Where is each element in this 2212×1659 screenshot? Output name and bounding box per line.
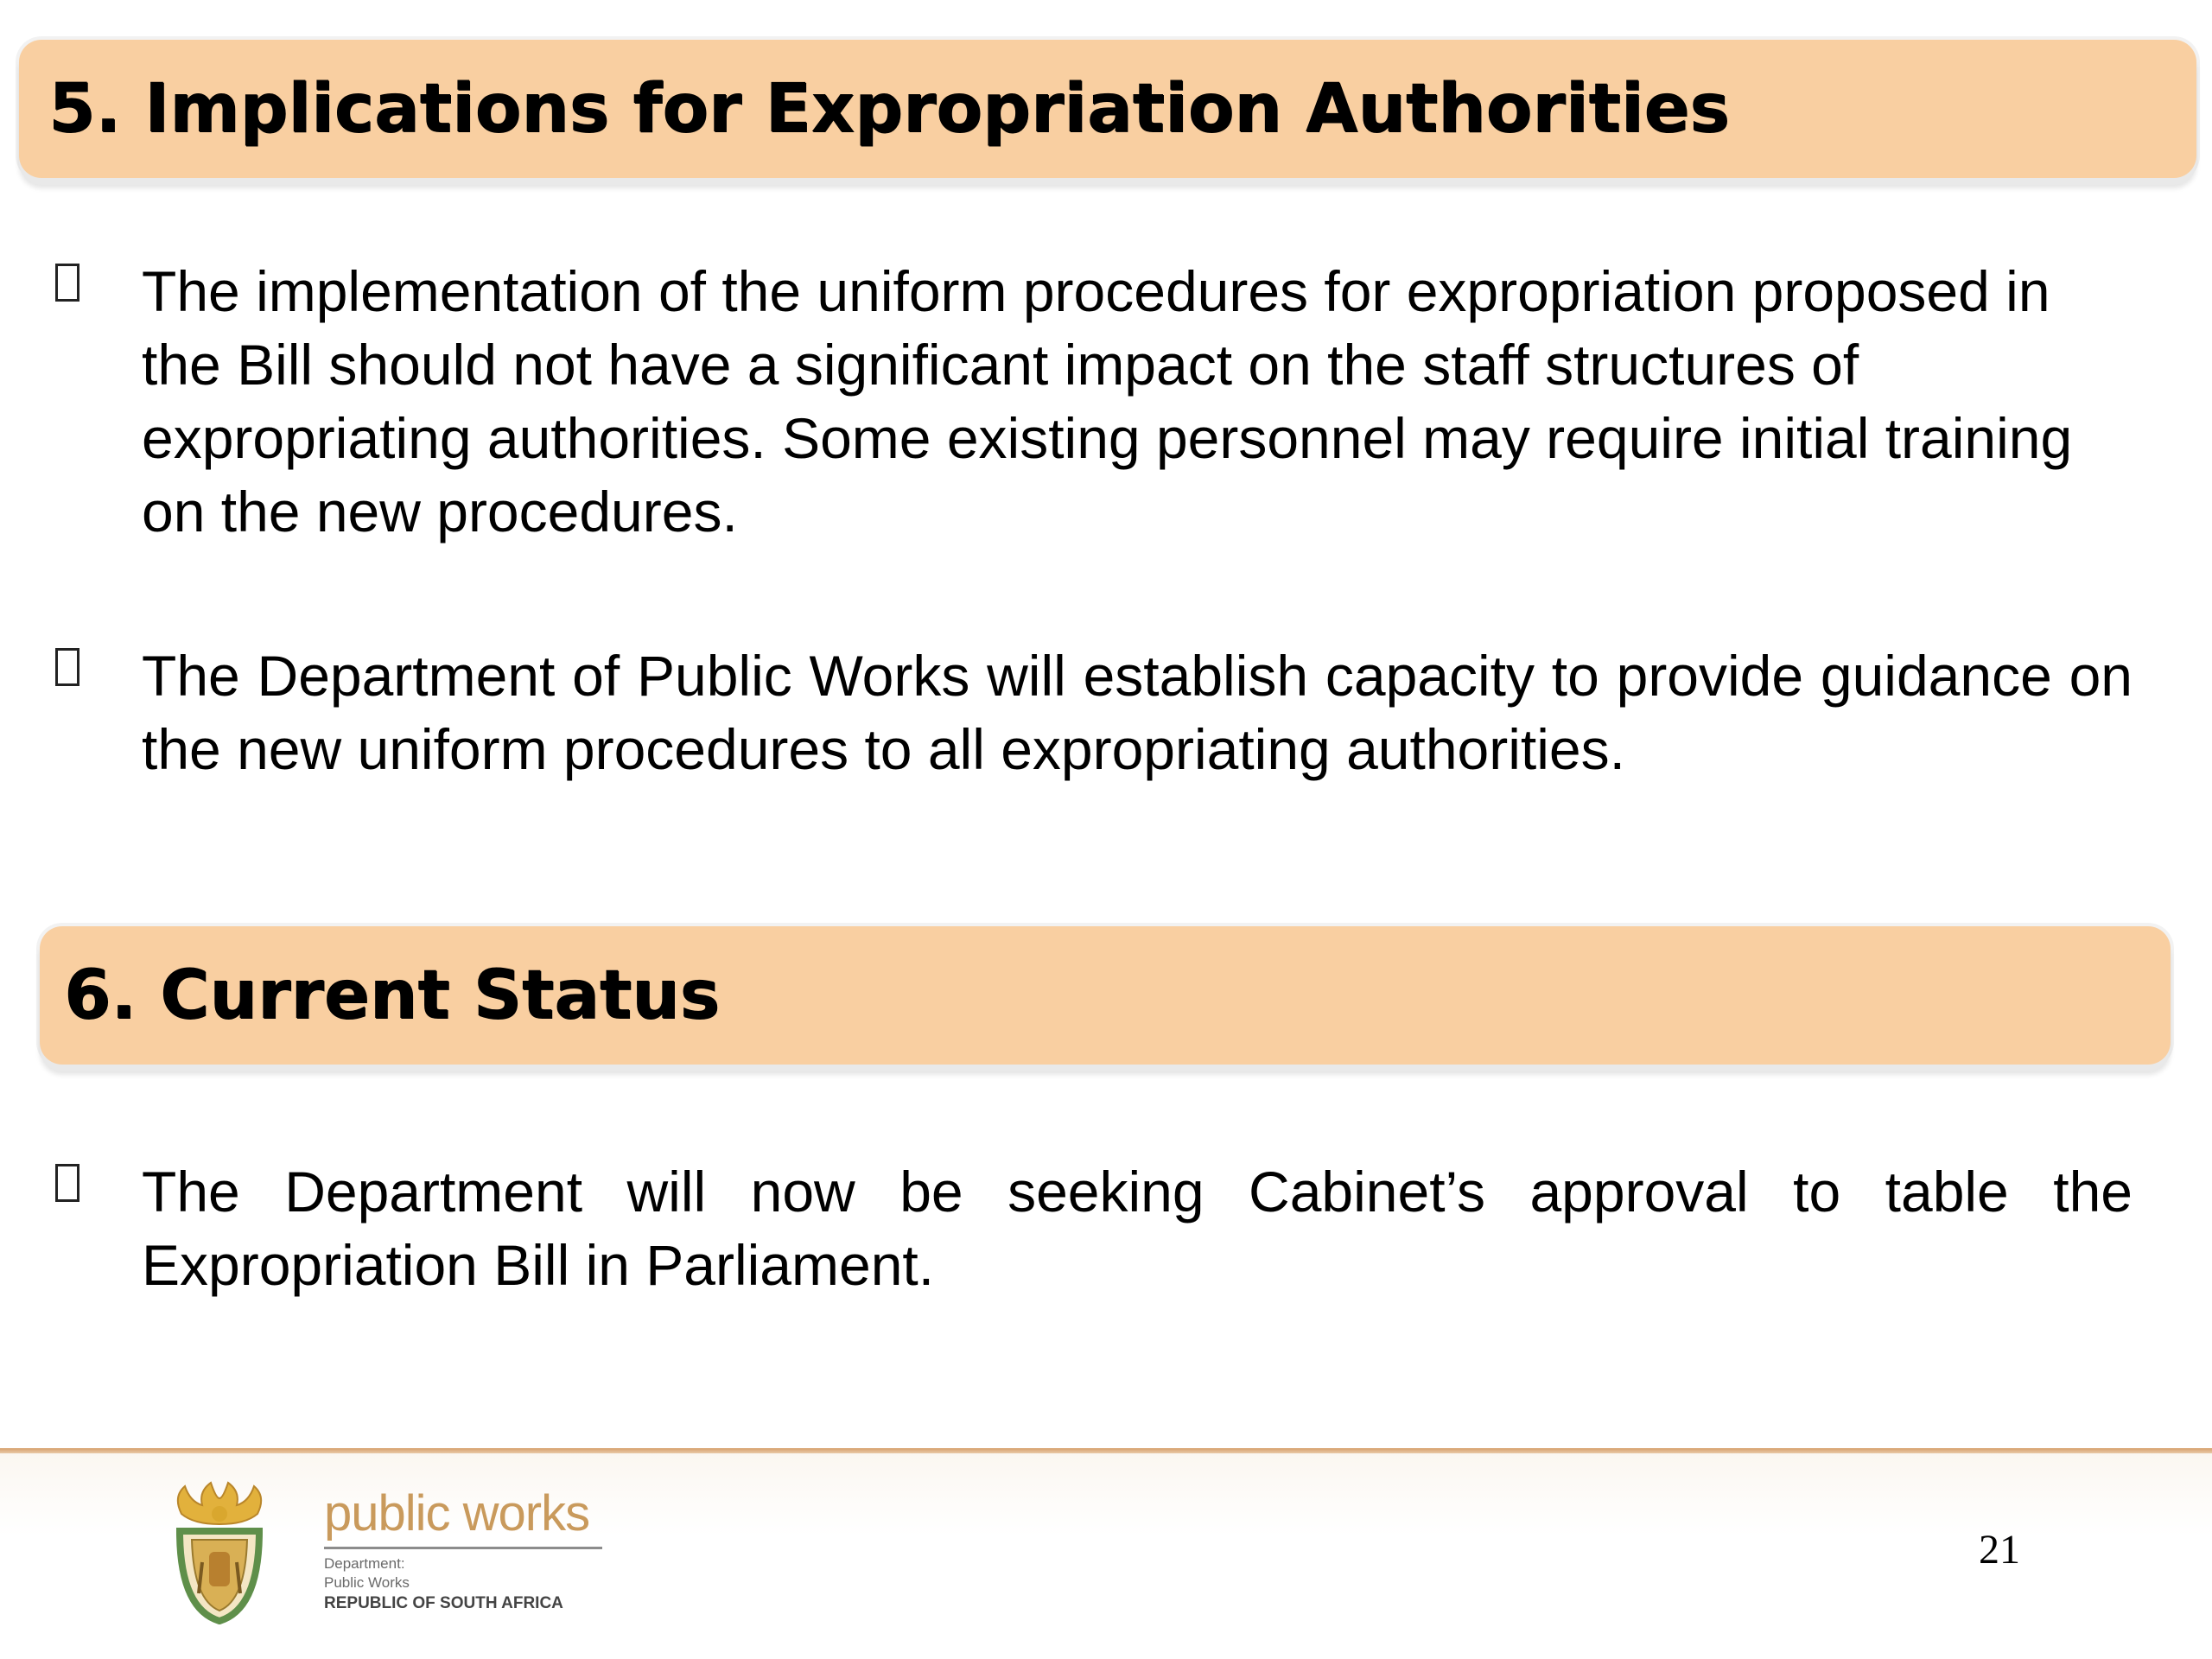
logo-department-line: Department: bbox=[324, 1555, 405, 1572]
bullet-box-icon bbox=[55, 1164, 79, 1202]
logo-divider bbox=[324, 1547, 602, 1549]
bullet-box-icon bbox=[55, 648, 79, 686]
bullet-text: The Department of Public Works will establish capacity to provide guidance on the new uniform procedures to all expropriating authorities. bbox=[142, 644, 2133, 781]
page-number: 21 bbox=[1979, 1527, 2020, 1573]
bullet-box-icon bbox=[55, 264, 79, 302]
section-5-title: 5. Implications for Expropriation Authorities bbox=[48, 70, 1730, 148]
bullet-text: The Department will now be seeking Cabinet’s approval to table the Expropriation Bill in Parliament. bbox=[142, 1160, 2133, 1297]
bullet-item bbox=[55, 255, 2143, 549]
bullet-item bbox=[55, 1155, 2143, 1311]
section-5-header bbox=[19, 40, 2196, 178]
logo-country-line: REPUBLIC OF SOUTH AFRICA bbox=[324, 1594, 563, 1612]
bullet-item bbox=[55, 639, 2143, 795]
logo-wordmark: public works bbox=[324, 1485, 590, 1541]
section-6-header bbox=[40, 926, 2171, 1065]
coat-of-arms-icon bbox=[164, 1479, 275, 1624]
footer-divider bbox=[0, 1448, 2212, 1453]
bullet-text: The implementation of the uniform procedures for expropriation proposed in the Bill should not have a significant impact on the staff structures of expropriating authorities. Some existing personnel may require initial training on the new procedures. bbox=[142, 259, 2073, 543]
logo-public-works-line: Public Works bbox=[324, 1574, 410, 1591]
section-6-title: 6. Current Status bbox=[64, 957, 720, 1034]
